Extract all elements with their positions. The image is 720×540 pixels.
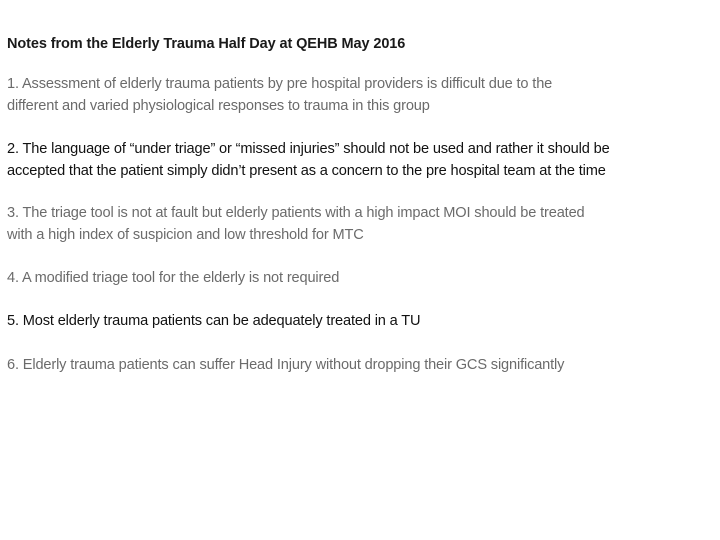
note-line: different and varied physiological responses to trauma in this group	[7, 97, 430, 114]
note-line: accepted that the patient simply didn’t present as a concern to the pre hospital team at the time	[7, 162, 606, 179]
note-line: 1. Assessment of elderly trauma patients by pre hospital providers is difficult due to the	[7, 76, 553, 92]
note-line: 2. The language of “under triage” or “missed injuries” should not be used and rather it should be	[7, 141, 610, 157]
page-title: Notes from the Elderly Trauma Half Day at QEHB May 2016	[7, 36, 406, 52]
note-item-6	[7, 355, 719, 377]
note-item-2	[7, 139, 719, 182]
note-item-3	[7, 203, 719, 246]
note-line: 6. Elderly trauma patients can suffer Head Injury without dropping their GCS significantly	[7, 357, 565, 373]
note-item-5	[7, 311, 719, 333]
note-line: 3. The triage tool is not at fault but elderly patients with a high impact MOI should be treated	[7, 205, 585, 221]
note-item-4	[7, 268, 719, 290]
note-line: with a high index of suspicion and low threshold for MTC	[7, 226, 364, 243]
note-line: 4. A modified triage tool for the elderly is not required	[7, 270, 340, 286]
note-line: 5. Most elderly trauma patients can be adequately treated in a TU	[7, 313, 421, 329]
note-item-1	[7, 74, 719, 117]
